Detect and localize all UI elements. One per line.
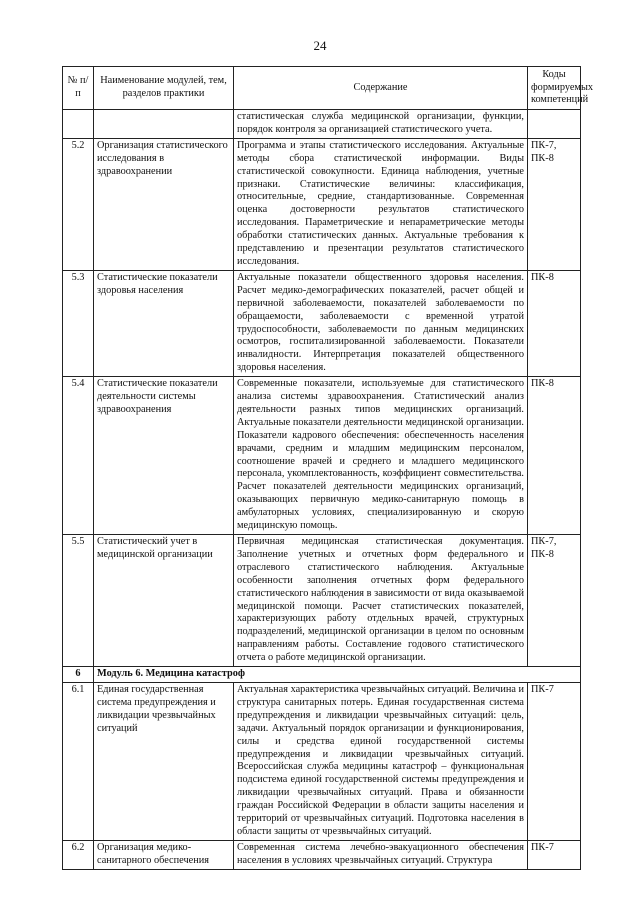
row-codes: ПК-8 [528, 270, 581, 376]
row-content: Актуальные показатели общественного здоровья населения. Расчет медико-демографических показателей, расчет общей и первичной заболеваемости, показателей заболеваемости по обращаемости, заболеваемости с временной утратой трудоспособности, заболеваемости по данным медицинских осмотров, госпитализированной заболеваемости. Показатели инвалидности. Интерпретация показателей общественного здоровья населения. [234, 270, 528, 376]
row-name [94, 110, 234, 139]
row-content: Современные показатели, используемые для статистического анализа системы здравоохранения. Статистический анализ деятельности разных типов медицинских организаций. Актуальные показатели деятельности медицинской организации. Показатели кадрового обеспечения: обеспеченность населения врачами, средним и младшим медицинским персоналом, соотношение врачей и среднего и младшего медицинского персонала, укомплектованность, коэффициент совместительства. Расчет показателей деятельности медицинских организаций, оказывающих первичную медико-санитарную помощь в амбулаторных условиях, специализированную и скорую медицинскую помощь. [234, 377, 528, 535]
row-num [63, 110, 94, 139]
row-codes: ПК-7 [528, 840, 581, 869]
table-row [63, 535, 581, 667]
header-name: Наименование модулей, тем, разделов практики [94, 67, 234, 110]
curriculum-table [62, 66, 594, 870]
row-num: 5.2 [63, 138, 94, 270]
row-name: Организация статистического исследования в здравоохранении [94, 138, 234, 270]
row-name: Статистический учет в медицинской организации [94, 535, 234, 667]
page-number: 24 [313, 38, 327, 53]
table-row [63, 377, 581, 535]
module-num: 6 [63, 667, 94, 683]
row-codes: ПК-7 [528, 682, 581, 840]
table-row [63, 110, 581, 139]
row-codes [528, 110, 581, 139]
row-num: 5.3 [63, 270, 94, 376]
table-header-row [63, 67, 581, 110]
table-row [63, 840, 581, 869]
row-codes: ПК-8 [528, 377, 581, 535]
row-content: статистическая служба медицинской организации, функции, порядок контроля за организацией статистического учета. [234, 110, 528, 139]
header-content: Содержание [234, 67, 528, 110]
row-content: Актуальная характеристика чрезвычайных ситуаций. Величина и структура санитарных потерь. Единая государственная система предупреждения и ликвидации чрезвычайных ситуаций: цель, задачи. Актуальный порядок организации и функционирования, силы и средства единой государственной системы предупреждения и ликвидации чрезвычайных ситуаций. Всероссийская служба медицины катастроф – функциональная подсистема единой государственной системы предупреждения и ликвидации чрезвычайных ситуаций. Права и обязанности граждан Российской Федерации в области защиты населения и территорий от чрезвычайных ситуаций. Подготовка населения в области защиты от чрезвычайных ситуаций. [234, 682, 528, 840]
row-name: Организация медико-санитарного обеспечения [94, 840, 234, 869]
row-name: Единая государственная система предупреждения и ликвидации чрезвычайных ситуаций [94, 682, 234, 840]
row-content: Программа и этапы статистического исследования. Актуальные методы сбора статистической информации. Виды статистической совокупности. Единица наблюдения, учетные признаки. Статистические величины: классификация, относительные, средние, стандартизованные. Современная оценка достоверности результатов статистического исследования. Параметрические и непараметрические методы обработки статистических данных. Актуальные требования к представлению и презентации результатов статистического исследования. [234, 138, 528, 270]
row-num: 5.5 [63, 535, 94, 667]
row-num: 6.1 [63, 682, 94, 840]
row-num: 6.2 [63, 840, 94, 869]
header-num: № п/п [63, 67, 94, 110]
row-num: 5.4 [63, 377, 94, 535]
row-name: Статистические показатели деятельности системы здравоохранения [94, 377, 234, 535]
row-content: Современная система лечебно-эвакуационного обеспечения населения в условиях чрезвычайных ситуаций. Структура [234, 840, 528, 869]
header-codes: Коды формируемых компетенций [528, 67, 581, 110]
row-content: Первичная медицинская статистическая документация. Заполнение учетных и отчетных форм федерального и отраслевого статистического наблюдения. Актуальные особенности заполнения отчетных форм федерального статистического наблюдения в зависимости от вида оказываемой медицинской помощи. Расчет статистических показателей, характеризующих работу отдельных врачей, структурных подразделений, медицинской организации в целом по основным направлениям работы. Составление годового статистического отчета о работе медицинской организации. [234, 535, 528, 667]
row-name: Статистические показатели здоровья населения [94, 270, 234, 376]
row-codes: ПК-7, ПК-8 [528, 535, 581, 667]
table-row [63, 270, 581, 376]
row-codes: ПК-7, ПК-8 [528, 138, 581, 270]
module-row [63, 667, 581, 683]
table-row [63, 682, 581, 840]
table-row [63, 138, 581, 270]
module-title: Модуль 6. Медицина катастроф [94, 667, 581, 683]
